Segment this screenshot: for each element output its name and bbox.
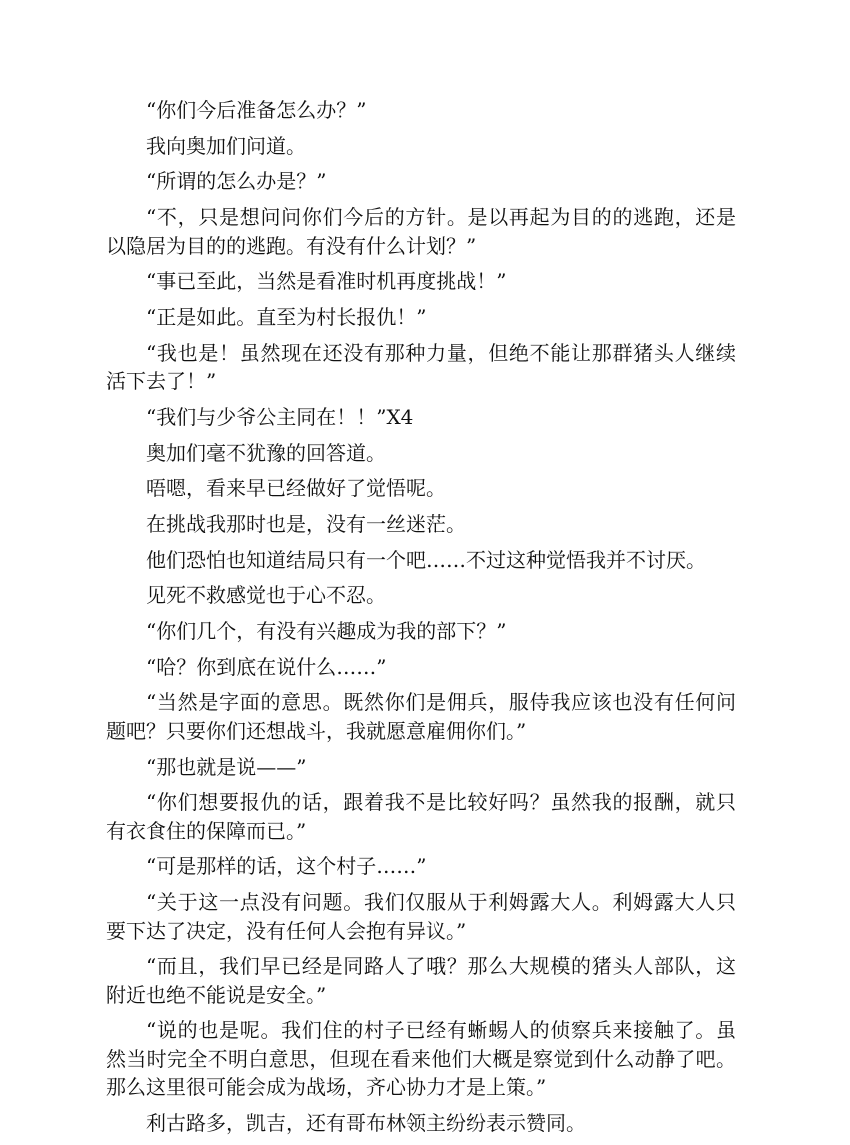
- paragraph: “事已至此，当然是看准时机再度挑战！”: [146, 269, 507, 294]
- paragraph: “而且，我们早已经是同路人了哦？那么大规模的猪头人部队，这附近也绝不能说是安全。”: [106, 954, 736, 1007]
- paragraph: “你们几个，有没有兴趣成为我的部下？”: [146, 618, 507, 643]
- paragraph: “你们今后准备怎么办？”: [146, 98, 367, 122]
- paragraph: 在挑战我那时也是，没有一丝迷茫。: [146, 511, 466, 536]
- paragraph: “当然是字面的意思。既然你们是佣兵，服侍我应该也没有任何问题吧？只要你们还想战斗，我就愿意雇佣你们。”: [106, 690, 736, 743]
- paragraph: 利古路多，凯吉，还有哥布林领主纷纷表示赞同。: [146, 1111, 586, 1136]
- paragraph: “关于这一点没有问题。我们仅服从于利姆露大人。利姆露大人只要下达了决定，没有任何人会抱有异议。”: [106, 890, 736, 943]
- paragraph: “哈？你到底在说什么……”: [146, 654, 387, 679]
- document-page: [106, 96, 736, 1145]
- paragraph: “说的也是呢。我们住的村子已经有蜥蜴人的侦察兵来接触了。虽然当时完全不明白意思，但现在看来他们大概是察觉到什么动静了吧。那么这里很可能会成为战场，齐心协力才是上策。”: [106, 1018, 736, 1100]
- paragraph: 我向奥加们问道。: [146, 133, 306, 158]
- paragraph: “可是那样的话，这个村子……”: [146, 854, 427, 879]
- paragraph: 见死不救感觉也于心不忍。: [146, 583, 386, 608]
- paragraph: 奥加们毫不犹豫的回答道。: [146, 440, 386, 465]
- paragraph: “不，只是想问问你们今后的方针。是以再起为目的的逃跑，还是以隐居为目的的逃跑。有没有什么计划？”: [106, 205, 736, 258]
- paragraph: 唔嗯，看来早已经做好了觉悟呢。: [146, 476, 446, 501]
- paragraph: 他们恐怕也知道结局只有一个吧……不过这种觉悟我并不讨厌。: [146, 547, 706, 572]
- paragraph: “你们想要报仇的话，跟着我不是比较好吗？虽然我的报酬，就只有衣食住的保障而已。”: [106, 790, 736, 843]
- paragraph: “我们与少爷公主同在！！”X4: [146, 404, 414, 429]
- paragraph: “那也就是说——”: [146, 754, 307, 779]
- paragraph: “我也是！虽然现在还没有那种力量，但绝不能让那群猪头人继续活下去了！”: [106, 340, 736, 394]
- paragraph: “所谓的怎么办是？”: [146, 169, 327, 194]
- paragraph: “正是如此。直至为村长报仇！”: [146, 304, 427, 329]
